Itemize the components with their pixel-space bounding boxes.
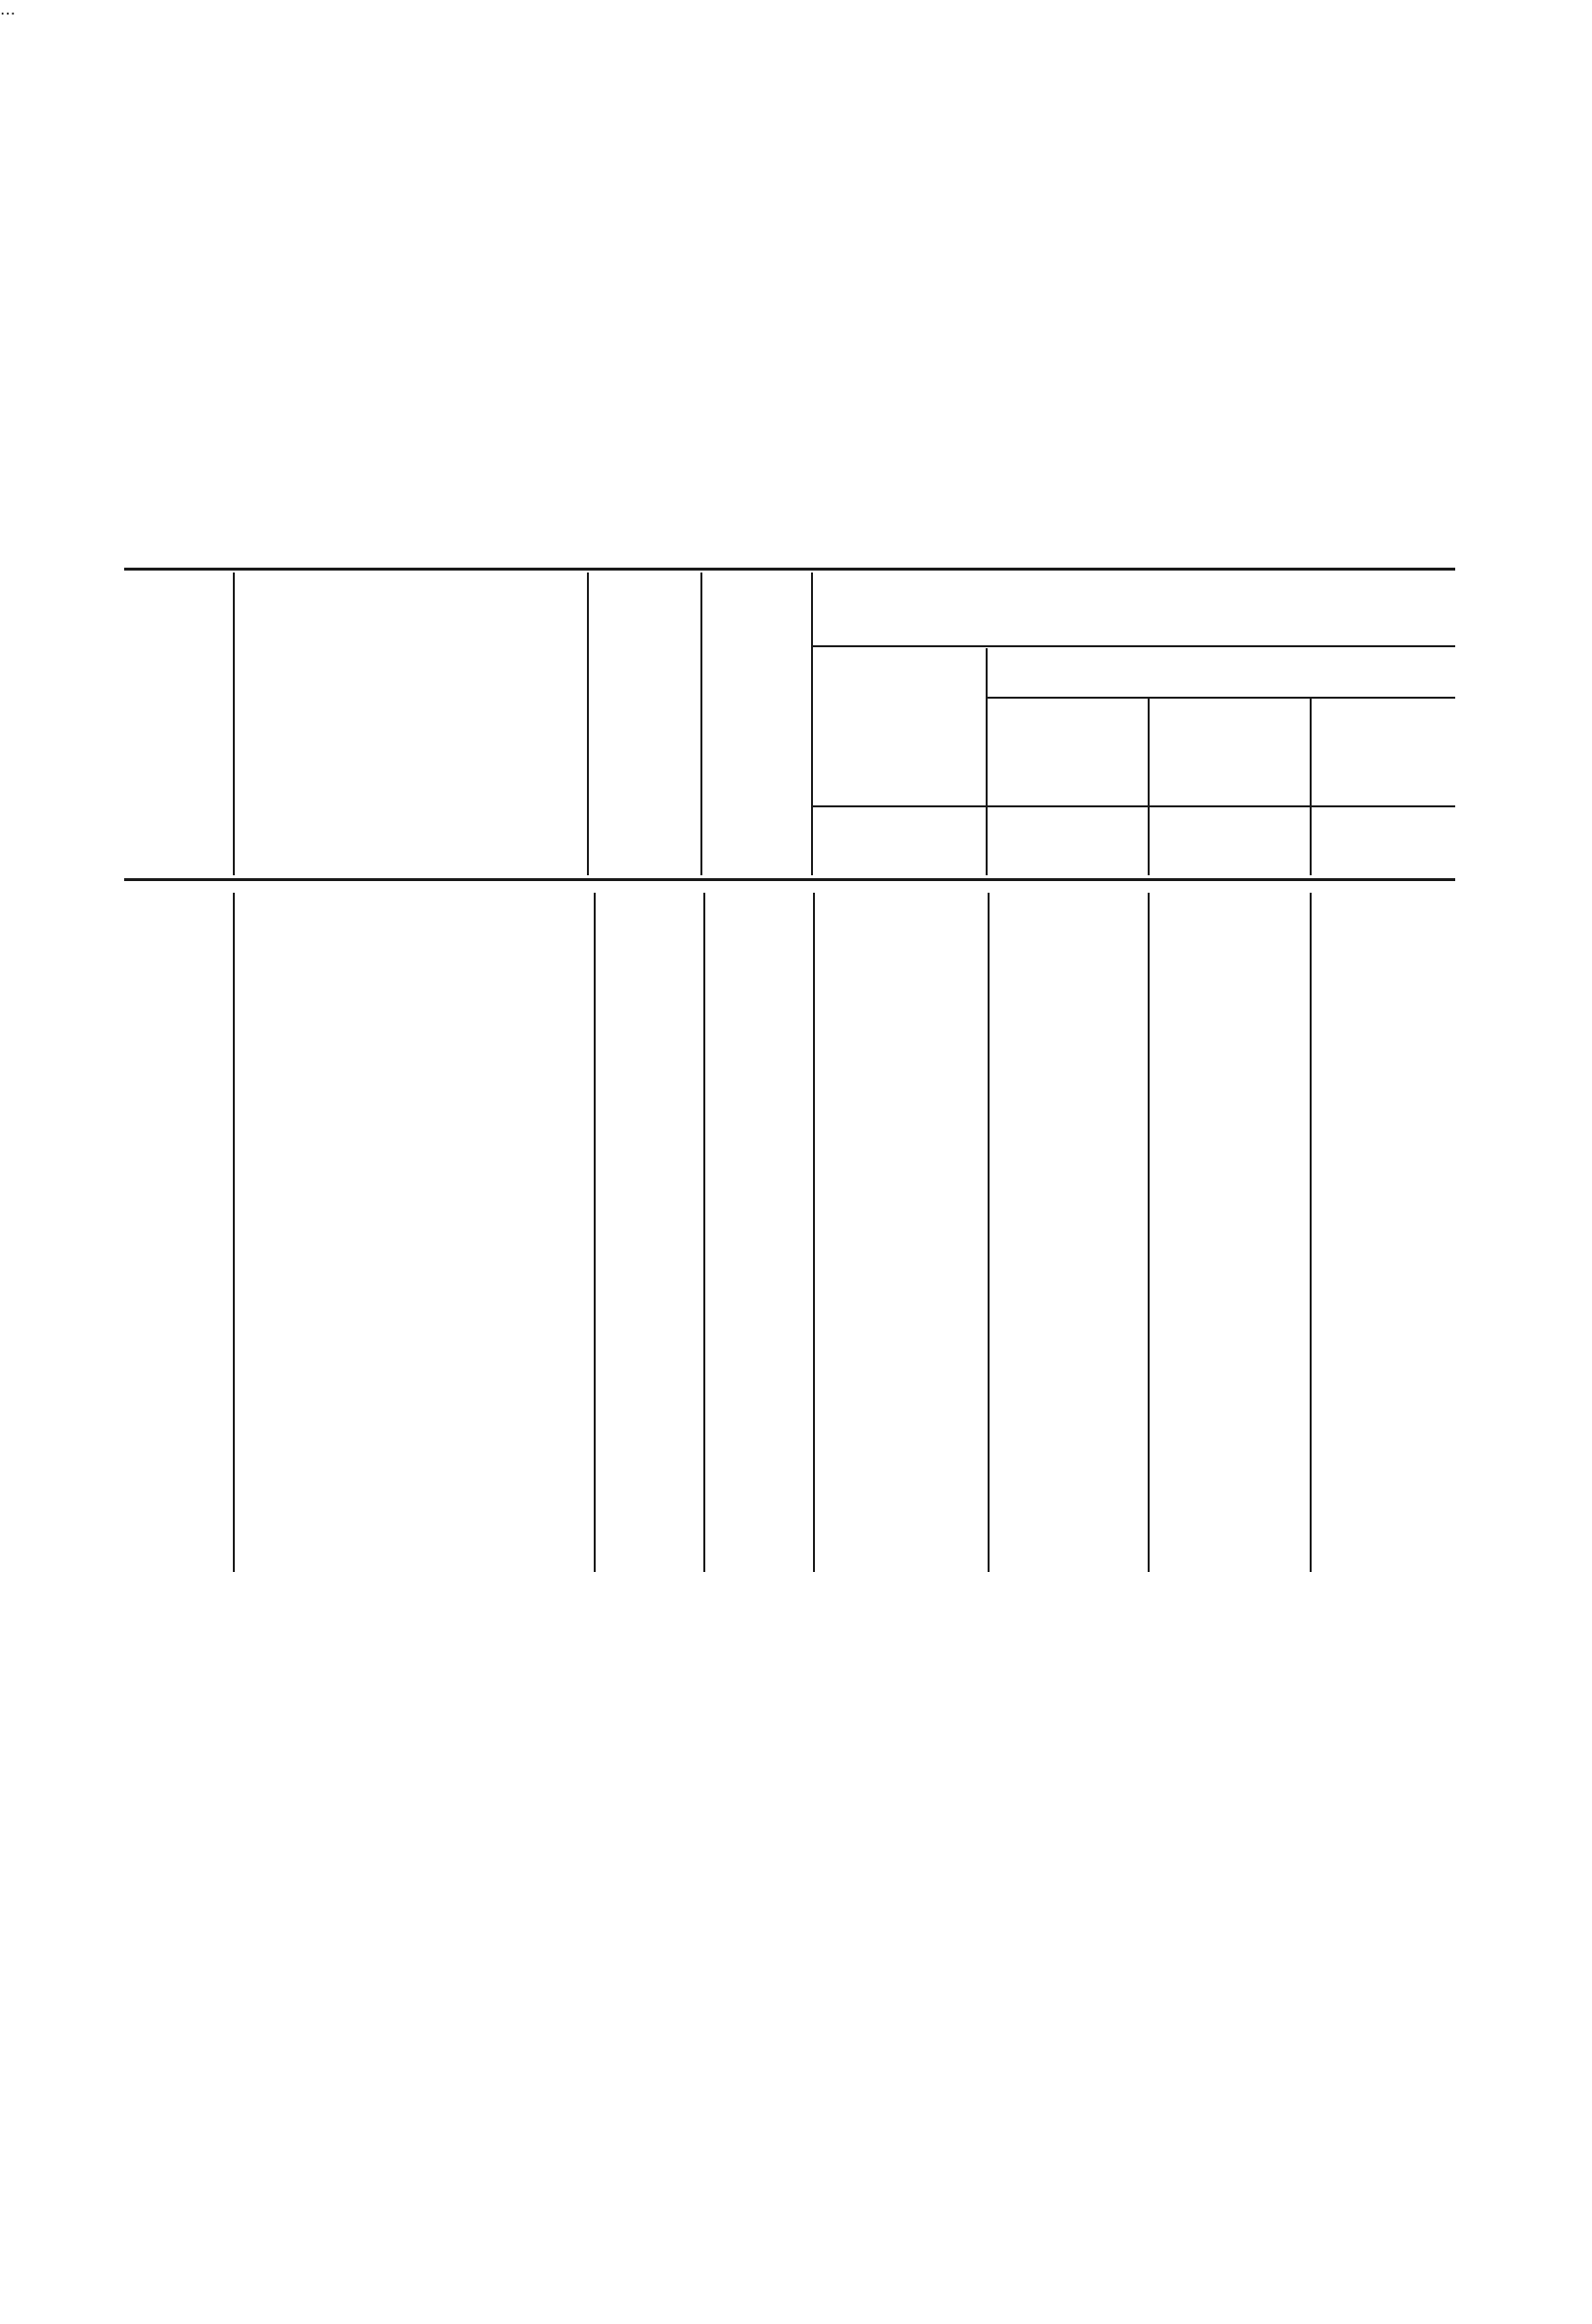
incl-subheader-rule: [988, 697, 1455, 699]
vline-4: [811, 573, 813, 875]
vline-body-4: [813, 893, 815, 1572]
vline-6: [1148, 699, 1150, 875]
vline-body-6: [1148, 893, 1150, 1572]
vline-body-7: [1310, 893, 1312, 1572]
table-top-rule: [124, 568, 1455, 571]
vline-2: [587, 573, 589, 875]
vline-1: [233, 573, 235, 875]
letters-rule: [813, 805, 1455, 807]
vline-body-1: [233, 893, 235, 1572]
vline-body-5: [988, 893, 990, 1572]
vline-body-2: [594, 893, 596, 1572]
vline-body-3: [703, 893, 705, 1572]
vline-3: [700, 573, 702, 875]
vline-5: [986, 648, 988, 875]
vline-7: [1310, 699, 1312, 875]
price-subheader-rule: [813, 645, 1455, 647]
table-header-bottom-rule: [124, 878, 1455, 881]
table-row: …: [0, 0, 16, 18]
